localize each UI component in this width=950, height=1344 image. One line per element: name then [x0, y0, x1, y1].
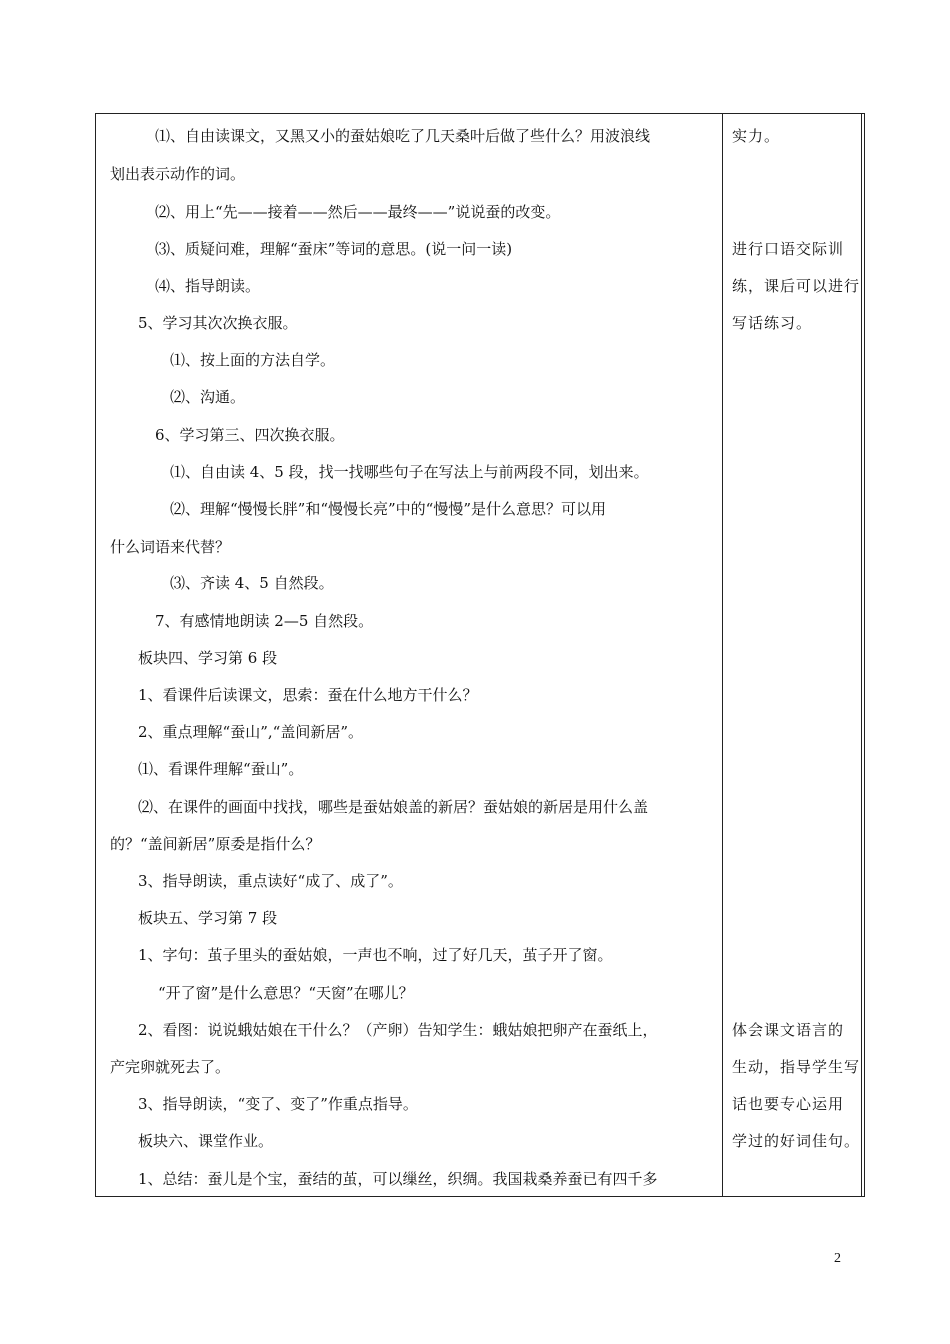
design-intent-column [723, 114, 861, 1196]
section-heading: 板块五、学习第 7 段 [138, 909, 278, 927]
text-line: 3、指导朗读，“变了、变了”作重点指导。 [138, 1095, 418, 1113]
text-line: ⑴、看课件理解“蚕山”。 [138, 760, 304, 778]
text-line: ⑵、在课件的画面中找找，哪些是蚕姑娘盖的新居？蚕姑娘的新居是用什么盖 [138, 798, 649, 816]
text-line: 1、字句：茧子里头的蚕姑娘，一声也不响，过了好几天，茧子开了窗。 [138, 946, 613, 964]
text-line: ⑶、质疑问难，理解“蚕床”等词的意思。(说一问一读) [155, 240, 513, 258]
side-note-line: 生动，指导学生写 [732, 1058, 861, 1076]
teaching-process-column [96, 114, 722, 1196]
text-line: ⑶、齐读 4、5 自然段。 [170, 574, 334, 592]
text-line: 1、看课件后读课文，思索：蚕在什么地方干什么？ [138, 686, 478, 704]
text-line: 划出表示动作的词。 [110, 165, 246, 183]
side-note-line: 话也要专心运用 [732, 1095, 845, 1113]
section-heading: 板块六、课堂作业。 [138, 1132, 274, 1150]
page-number: 2 [834, 1251, 841, 1266]
text-line: 什么词语来代替？ [110, 538, 231, 556]
text-line: 7、有感情地朗读 2—5 自然段。 [155, 612, 374, 630]
text-line: 5、学习其次次换衣服。 [138, 314, 298, 332]
side-note-line: 写话练习。 [732, 314, 813, 332]
text-line: 2、看图：说说蛾姑娘在干什么？（产卵）告知学生：蛾姑娘把卵产在蚕纸上， [138, 1021, 658, 1039]
lesson-plan-table [95, 113, 865, 1197]
text-line: ⑵、用上“先——接着——然后——最终——”说说蚕的改变。 [155, 203, 561, 221]
side-note-line: 实力。 [732, 127, 781, 145]
text-line: “开了窗”是什么意思？“天窗”在哪儿？ [158, 984, 414, 1002]
text-line: ⑵、沟通。 [170, 388, 246, 406]
side-note-line: 练，课后可以进行 [732, 277, 861, 295]
section-heading: 板块四、学习第 6 段 [138, 649, 278, 667]
text-line: ⑴、自由读 4、5 段，找一找哪些句子在写法上与前两段不同，划出来。 [170, 463, 649, 481]
text-line: ⑵、理解“慢慢长胖”和“慢慢长亮”中的“慢慢”是什么意思？可以用 [170, 500, 607, 518]
text-line: 的？“盖间新居”原委是指什么？ [110, 835, 321, 853]
text-line: ⑷、指导朗读。 [155, 277, 261, 295]
side-note-line: 学过的好词佳句。 [732, 1132, 861, 1150]
text-line: 3、指导朗读，重点读好“成了、成了”。 [138, 872, 403, 890]
text-line: 产完卵就死去了。 [110, 1058, 231, 1076]
side-note-line: 进行口语交际训 [732, 240, 845, 258]
text-line: 1、总结：蚕儿是个宝，蚕结的茧，可以缫丝，织绸。我国栽桑养蚕已有四千多 [138, 1170, 658, 1188]
text-line: ⑴、按上面的方法自学。 [170, 351, 336, 369]
side-note-line: 体会课文语言的 [732, 1021, 845, 1039]
text-line: 2、重点理解“蚕山”,“盖间新居”。 [138, 723, 363, 741]
text-line: ⑴、自由读课文，又黑又小的蚕姑娘吃了几天桑叶后做了些什么？用波浪线 [155, 127, 651, 145]
text-line: 6、学习第三、四次换衣服。 [155, 426, 345, 444]
